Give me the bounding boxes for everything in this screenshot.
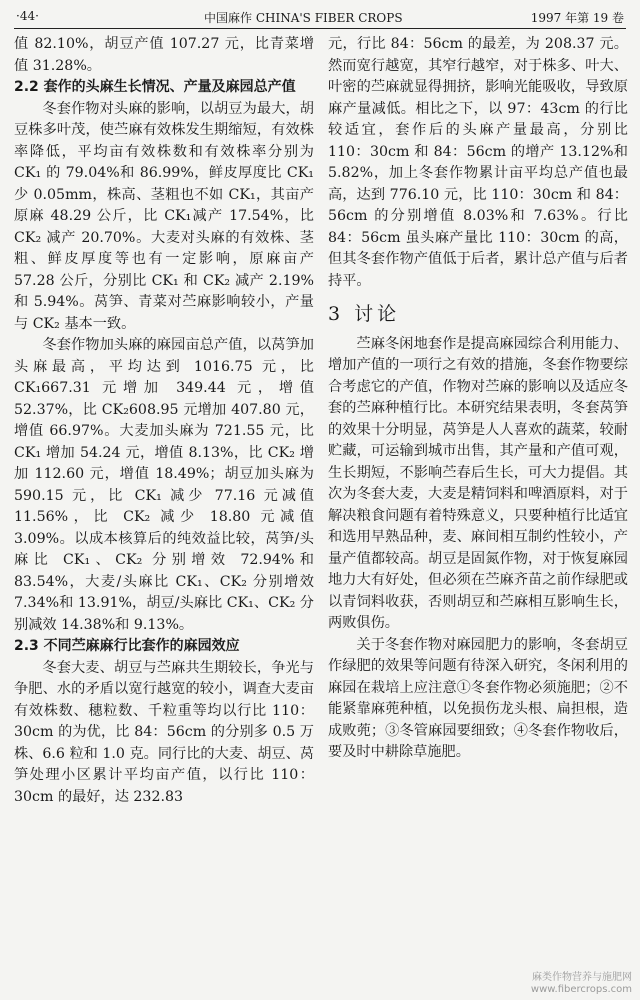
watermark-url: www.fibercrops.com bbox=[530, 984, 632, 995]
watermark bbox=[531, 972, 632, 996]
paragraph-discussion: 苎麻冬闲地套作是提高麻园综合利用能力、增加产值的一项行之有效的措施，冬套作物要综合考虑它的产值，作物对苎麻的影响以及适应冬套的苎麻种植行比。本研究结果表明，冬套莴笋的效果十分明显，莴笋是人人喜欢的蔬菜，较耐贮藏，可运输到城市出售，其产量和产值可观，生长期短，不影响苎春后生长，可大力提倡。其次为冬套大麦，大麦是精饲料和啤酒原料，对于解决粮食问题有着特殊意义，只要种植行比适宜和选用早熟品种，麦、麻间相互制约性较小，产量产值都较高。胡豆是固氮作物，对于恢复麻园地力大有好处，但必须在苎麻齐苗之前作绿肥或以青饲料收获，否则胡豆和苎麻相互影响生长，两败俱伤。 bbox=[328, 335, 628, 631]
journal-title: 中国麻作 CHINA'S FIBER CROPS bbox=[204, 11, 403, 25]
paragraph-row-ratio-continued: 元，行比 84：56cm 的最差，为 208.37 元。然而宽行越宽，其窄行越窄，对于株多、叶大、叶密的苎麻就显得拥挤，影响光能吸收，导致原麻产量减低。相比之下，以 97：43cm 的行比较适宜，套作后的头麻产量最高，分别比 110：30cm 和 84：56cm 的增产 13.12%和 5.82%，加上冬套作物累计亩平均总产值也最高，达到 776.10 元，比 110：30cm 和 84：56cm 的分别增值 8.03%和 7.63%。行比 84：56cm 虽头麻产量比 110：30cm 的高，但其冬套作物产值低于后者，累计总产值与后者持平。 bbox=[328, 36, 628, 289]
paragraph-recommendations: 关于冬套作物对麻园肥力的影响，冬套胡豆作绿肥的效果等问题有待深入研究，冬闲利用的麻园在栽培上应注意①冬套作物必须施肥；②不能紧靠麻蔸种植，以免损伤龙头根、扁担根，造成败蔸；③冬管麻园要细致；④冬套作物收后，要及时中耕除草施肥。 bbox=[328, 636, 628, 760]
journal-volume: 1997 年第 19 卷 bbox=[530, 11, 624, 25]
page-number: ·44· bbox=[16, 9, 39, 23]
section-2-3-heading: 2.3 不同苎麻麻行比套作的麻园效应 bbox=[14, 638, 240, 654]
right-column bbox=[328, 34, 628, 764]
paragraph-row-ratio-effect: 冬套大麦、胡豆与苎麻共生期较长，争光与争肥、水的矛盾以宽行越宽的较小，调查大麦亩有效株数、穗粒数、千粒重等均以行比 110：30cm 的为优，比 84：56cm 的分别多 0.5 万株、6.6 粒和 1.0 克。同行比的大麦、胡豆、莴笋处理小区累计平均亩产值，以行比 110：30cm 的最好，达 232.83 bbox=[14, 659, 314, 805]
left-column bbox=[14, 34, 314, 808]
paragraph-total-output-value: 冬套作物加头麻的麻园亩总产值，以莴笋加头麻最高，平均达到 1016.75 元，比 CK₁667.31 元增加 349.44 元，增值 52.37%，比 CK₂608.95 元增加 407.80 元，增值 66.97%。大麦加头麻为 721.55 元，比 CK₁ 增加 54.24 元，增值 8.13%，比 CK₂ 增加 112.60 元，增值 18.49%；胡豆加头麻为 590.15 元，比 CK₁ 减少 77.16 元减值 11.56%，比 CK₂ 减少 18.80 元减值 3.09%。以成本核算后的纯效益比较，莴笋/头麻比 CK₁、CK₂ 分别增效 72.94%和 83.54%，大麦/头麻比 CK₁、CK₂ 分别增效 7.34%和 13.91%，胡豆/头麻比 CK₁、CK₂ 分别减效 14.38%和 9.13%。 bbox=[14, 337, 314, 633]
paragraph-head-ramie-effect: 冬套作物对头麻的影响，以胡豆为最大，胡豆株多叶茂，使苎麻有效株发生期缩短，有效株率降低，平均亩有效株数和有效株率分别为 CK₁ 的 79.04%和 86.99%，鲜皮厚度比 CK₁ 少 0.05mm，株高、茎粗也不如 CK₁，其亩产原麻 48.29 公斤，比 CK₁减产 17.54%，比 CK₂ 减产 20.70%。大麦对头麻的有效株、茎粗、鲜皮厚度等也有一定影响，原麻亩产 57.28 公斤，分别比 CK₁ 和 CK₂ 减产 2.19%和 5.94%。莴笋、青菜对苎麻影响较小，产量与 CK₂ 基本一致。 bbox=[14, 100, 314, 332]
section-2-2-heading: 2.2 套作的头麻生长情况、产量及麻园总产值 bbox=[14, 79, 296, 95]
watermark-title: 麻类作物营养与施肥网 bbox=[532, 972, 632, 983]
paragraph-intro: 值 82.10%，胡豆产值 107.27 元，比青菜增值 31.28%。 bbox=[14, 36, 314, 74]
page-header bbox=[14, 6, 626, 29]
chapter-3-discussion-heading: 3 讨论 bbox=[328, 303, 401, 325]
